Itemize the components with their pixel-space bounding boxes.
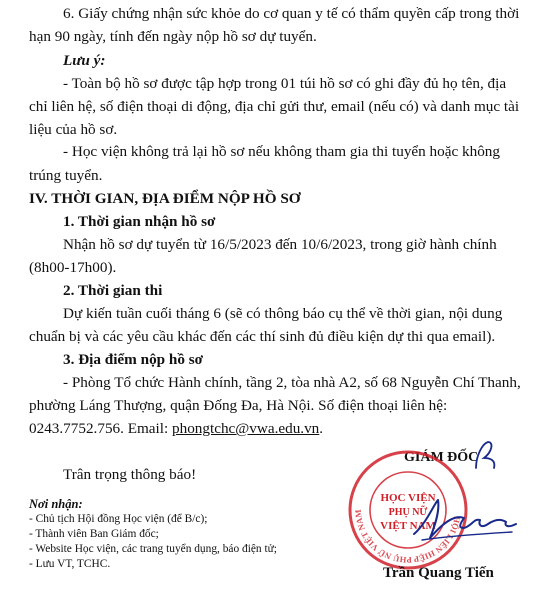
closing-text: Trân trọng thông báo!: [63, 466, 197, 483]
note-b2-line2: trúng tuyển.: [29, 167, 103, 184]
recipients-title: Nơi nhận:: [29, 497, 83, 511]
email-link[interactable]: phongtchc@vwa.edu.vn: [172, 420, 320, 437]
s1-line2: (8h00-17h00).: [29, 259, 117, 276]
recipient-item: - Chủ tịch Hội đồng Học viện (để B/c);: [29, 513, 208, 525]
item6-line1: 6. Giấy chứng nhận sức khỏe do cơ quan y tế có thẩm quyền cấp trong thời: [63, 5, 520, 22]
seal-line2: PHỤ NỮ: [388, 507, 428, 518]
note-colon: :: [100, 52, 106, 69]
s3-line2: phường Láng Thượng, quận Đống Đa, Hà Nội. Số điện thoại liên hệ:: [29, 397, 448, 414]
signer-name: Trần Quang Tiến: [383, 565, 494, 581]
note-b2-line1: - Học viện không trả lại hồ sơ nếu không tham gia thi tuyển hoặc không: [63, 143, 500, 160]
s3-line3: [29, 417, 323, 440]
s2-line2: chuẩn bị và các yêu cầu khác đến các thí sinh đủ điều kiện dự thi qua email).: [29, 328, 496, 345]
s3-phone-label: 0243.7752.756. Email:: [29, 420, 173, 437]
s3-period: .: [319, 420, 324, 437]
item6-line2: hạn 90 ngày, tính đến ngày nộp hồ sơ dự tuyển.: [29, 28, 317, 45]
seal-ring-text: HỘI LIÊN HIỆP PHỤ NỮ VIỆT NAM: [352, 509, 463, 566]
handwritten-signature: [408, 494, 526, 546]
seal-line1: HỌC VIỆN: [380, 492, 436, 504]
initial-mark: [470, 438, 500, 474]
s3-line1: - Phòng Tổ chức Hành chính, tầng 2, tòa nhà A2, số 68 Nguyễn Chí Thanh,: [63, 374, 521, 391]
s1-line1: Nhận hồ sơ dự tuyển từ 16/5/2023 đến 10/6/2023, trong giờ hành chính: [63, 236, 497, 253]
signer-role: GIÁM ĐỐC: [404, 450, 479, 465]
s1-title: 1. Thời gian nhận hồ sơ: [63, 213, 216, 230]
seal-line3: VIỆT NAM: [380, 520, 436, 532]
note-heading: [63, 49, 105, 72]
s2-title: 2. Thời gian thi: [63, 282, 163, 299]
section4-title: IV. THỜI GIAN, ĐỊA ĐIỂM NỘP HỒ SƠ: [29, 190, 301, 207]
recipient-item: - Website Học viện, các trang tuyển dụng, báo điện tử;: [29, 543, 277, 555]
recipient-item: - Thành viên Ban Giám đốc;: [29, 528, 159, 540]
s3-title: 3. Địa điểm nộp hồ sơ: [63, 351, 204, 368]
note-b1-line2: chỉ liên hệ, số điện thoại di động, địa chỉ gửi thư, email (nếu có) và danh mục tài: [29, 98, 520, 115]
note-title: Lưu ý: [63, 52, 101, 69]
note-b1-line3: liệu của hồ sơ.: [29, 121, 118, 138]
s2-line1: Dự kiến tuần cuối tháng 6 (sẽ có thông báo cụ thể về thời gian, nội dung: [63, 305, 503, 322]
recipient-item: - Lưu VT, TCHC.: [29, 558, 111, 570]
note-b1-line1: - Toàn bộ hồ sơ được tập hợp trong 01 túi hồ sơ có ghi đầy đủ họ tên, địa: [63, 75, 507, 92]
